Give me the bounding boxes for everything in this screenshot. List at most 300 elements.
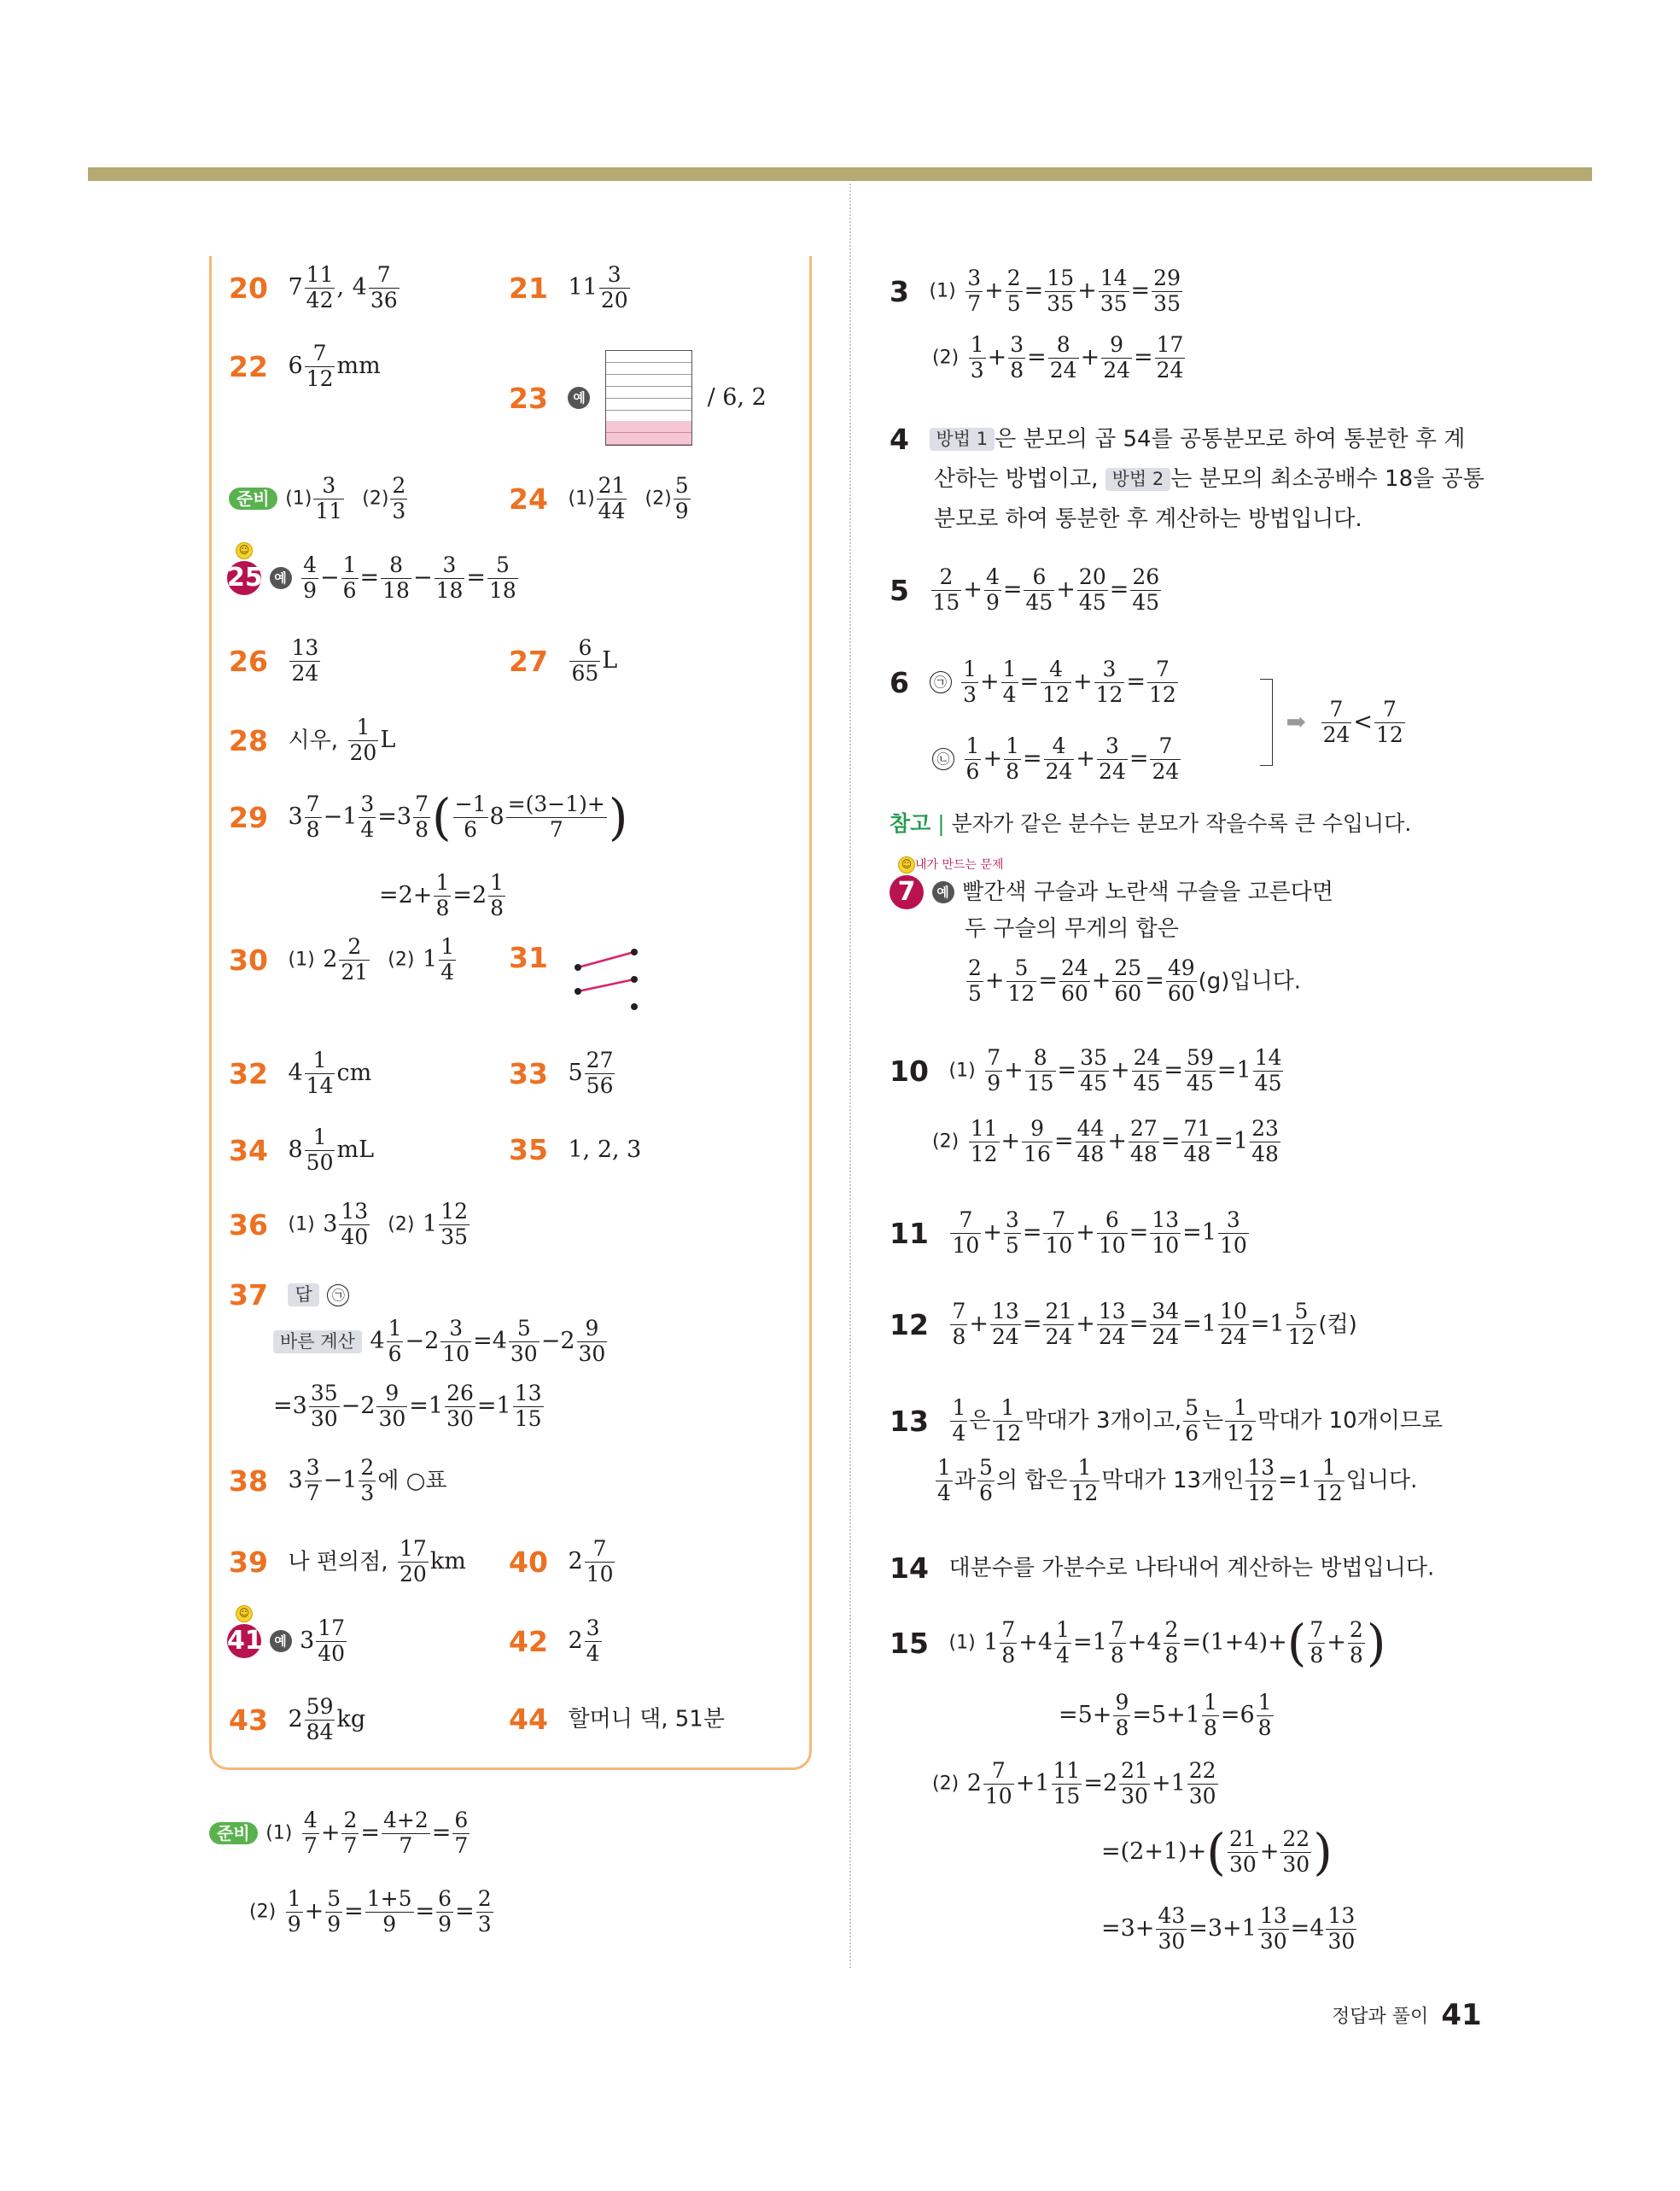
fraction	[1041, 657, 1071, 708]
answer-text: 시우,	[288, 727, 338, 754]
numerator: 27	[586, 1048, 614, 1072]
right-paren: )	[608, 788, 628, 847]
answer-29-line-2	[379, 871, 507, 921]
fraction	[1155, 333, 1186, 383]
left-paren: (	[432, 788, 452, 847]
numerator: −1	[454, 792, 487, 816]
numerator: 26	[1132, 564, 1160, 589]
reference-note	[890, 813, 1411, 834]
answer-10-part-2	[932, 1117, 1282, 1167]
expression	[965, 955, 1199, 1006]
denominator: 15	[1026, 1070, 1054, 1096]
right-arrow-icon: ➡	[1286, 708, 1307, 736]
denominator: 65	[571, 660, 599, 686]
numerator: 1	[342, 552, 357, 577]
denominator: 30	[310, 1405, 338, 1431]
denominator: 24	[1098, 1323, 1126, 1349]
footer-label: 정답과 풀이	[1332, 2006, 1429, 2028]
fraction	[961, 657, 978, 708]
answer-22	[229, 342, 381, 392]
item-number: 20	[229, 271, 268, 305]
operator: +	[1072, 669, 1093, 696]
dot	[631, 949, 638, 955]
denominator: 3	[970, 357, 984, 383]
denominator: 4	[937, 1480, 951, 1505]
fraction	[1253, 1046, 1284, 1096]
operator: =	[1129, 745, 1149, 773]
unit: mm	[336, 353, 381, 380]
denominator: 7	[967, 290, 982, 316]
expression-line-1	[288, 788, 628, 847]
denominator: 4	[586, 1640, 600, 1666]
answer-35	[509, 1133, 642, 1167]
denominator: 9	[303, 577, 317, 603]
part-label: (2)	[249, 1901, 277, 1923]
whole-number: =6	[1220, 1702, 1255, 1729]
denominator: 14	[306, 1072, 334, 1098]
denominator: 9	[985, 589, 1000, 615]
numerator: 13	[291, 635, 319, 660]
answer-43	[229, 1695, 365, 1745]
part-label: (2)	[645, 488, 672, 510]
denominator: 10	[442, 1341, 470, 1366]
denominator: 12	[1149, 681, 1176, 707]
numerator: 2	[392, 473, 406, 498]
denominator: 45	[1187, 1070, 1214, 1096]
numerator: 13	[1098, 1299, 1126, 1323]
item-number: 35	[509, 1133, 548, 1167]
expression	[948, 1207, 1250, 1258]
whole-number: =1	[409, 1393, 444, 1420]
item-number: 31	[509, 941, 548, 974]
fraction	[325, 1887, 342, 1937]
denominator: 8	[1310, 1642, 1324, 1668]
numerator: 2	[343, 1808, 358, 1832]
numerator: 1	[1070, 1456, 1100, 1481]
fraction	[365, 1887, 414, 1937]
denominator: 12	[1287, 1323, 1315, 1349]
operator: +	[983, 1219, 1002, 1247]
fraction	[1077, 565, 1108, 616]
numerator: 13	[514, 1381, 542, 1405]
note-separator: |	[937, 811, 945, 836]
fraction	[289, 636, 320, 687]
fraction	[487, 553, 518, 604]
fraction	[369, 263, 400, 313]
operator: =	[415, 1898, 435, 1925]
operator: +	[1000, 1128, 1021, 1155]
numerator: 7	[369, 263, 400, 289]
numerator: 24	[1133, 1045, 1161, 1070]
operator: 8	[489, 803, 505, 831]
denominator: 30	[1188, 1783, 1216, 1808]
numerator: 29	[1153, 266, 1181, 290]
numerator: 1	[305, 1049, 335, 1074]
numerator: 59	[306, 1694, 334, 1719]
item-number: 28	[229, 723, 268, 757]
fraction	[1257, 1691, 1274, 1741]
whole-number: 1	[983, 1629, 999, 1656]
fraction	[513, 1382, 544, 1432]
answer-25	[227, 544, 520, 604]
part-label: (2)	[362, 488, 389, 510]
smile-icon: ☺	[236, 542, 253, 559]
whole-number: =1	[1250, 1311, 1285, 1338]
fraction	[439, 1200, 470, 1250]
denominator: 24	[1045, 758, 1073, 784]
numerator: 3	[1218, 1208, 1249, 1234]
denominator: 3	[360, 1480, 375, 1505]
whole: 8	[288, 1136, 303, 1164]
whole: 1	[423, 946, 438, 973]
fraction	[585, 1537, 615, 1587]
numerator: 2	[1164, 1617, 1179, 1642]
fraction	[984, 565, 1001, 616]
numerator: 1	[963, 657, 977, 681]
fraction	[1326, 1904, 1356, 1954]
denominator: 7	[343, 1832, 358, 1858]
fraction	[339, 935, 370, 985]
fraction	[309, 1382, 340, 1432]
operator: =	[1038, 967, 1058, 995]
whole-number: =3+1	[1188, 1915, 1257, 1943]
operator: +	[320, 1820, 341, 1847]
fraction	[1044, 734, 1075, 785]
numerator: 14	[1254, 1045, 1282, 1070]
whole-number: =1	[1182, 1219, 1216, 1247]
method-2-tag: 방법 2	[1105, 468, 1171, 491]
answer-4-line-3	[934, 505, 1362, 531]
operator: =	[1109, 576, 1129, 604]
fraction	[387, 1317, 404, 1367]
operator: =	[1145, 967, 1164, 995]
match-line	[578, 979, 634, 991]
whole-number: −2	[405, 1328, 440, 1355]
operator: =	[1022, 745, 1042, 773]
fraction	[1113, 1691, 1130, 1741]
denominator: 3	[392, 498, 406, 523]
unit: kg	[336, 1706, 366, 1733]
fraction	[1070, 1456, 1100, 1506]
operator: =3+	[1101, 1915, 1155, 1943]
expression-line-2	[967, 332, 1187, 383]
dot	[631, 1003, 638, 1010]
expression-line-2	[284, 1886, 495, 1937]
denominator: 15	[932, 589, 960, 615]
numerator: 7	[1150, 734, 1181, 760]
denominator: 84	[306, 1719, 334, 1744]
denominator: 8	[1010, 357, 1024, 383]
expression-line-5	[1101, 1903, 1358, 1954]
numerator: 9	[1022, 1117, 1053, 1142]
note-label: 참고	[890, 811, 931, 836]
item-number: 11	[890, 1216, 929, 1250]
fraction	[1250, 1117, 1280, 1167]
denominator: 35	[1153, 290, 1181, 316]
fraction	[341, 1808, 359, 1859]
fraction	[1097, 1208, 1128, 1259]
numerator: 6	[1097, 1208, 1128, 1234]
fraction	[1245, 1456, 1276, 1506]
numerator: 34	[1152, 1299, 1180, 1323]
denominator: 30	[446, 1405, 474, 1431]
numerator: 9	[577, 1317, 608, 1342]
answer-40	[509, 1537, 616, 1587]
operator: −	[412, 564, 433, 592]
example-mark: 예	[270, 1630, 292, 1652]
denominator: 9	[438, 1911, 452, 1937]
numerator: 3	[435, 553, 465, 579]
answer-13-line-2	[934, 1456, 1417, 1506]
denominator: 10	[1152, 1232, 1180, 1258]
operator: +	[984, 967, 1005, 995]
item-number: 6	[890, 665, 909, 699]
denominator: 5	[1006, 290, 1021, 316]
denominator: 42	[306, 287, 334, 313]
denominator: 24	[1152, 1323, 1180, 1349]
denominator: 12	[970, 1141, 998, 1166]
operator: +	[987, 344, 1007, 371]
numerator: 71	[1183, 1116, 1211, 1141]
denominator: 10	[984, 1783, 1012, 1808]
fraction	[1181, 1117, 1212, 1167]
smile-icon: ☺	[898, 856, 915, 873]
numerator: 17	[1156, 332, 1184, 357]
numerator: 22	[1282, 1826, 1310, 1851]
denominator: 45	[1025, 589, 1053, 615]
answer-text: 할머니 댁, 51분	[568, 1706, 725, 1732]
item-number: 25	[227, 563, 263, 593]
right-paren: )	[1366, 1614, 1386, 1673]
answer-4	[890, 423, 1466, 456]
expression-line-1	[983, 1045, 1285, 1096]
part-label: (1)	[948, 1060, 976, 1082]
fraction	[359, 792, 376, 843]
numerator: 24	[1060, 955, 1088, 980]
numerator: 7	[1321, 698, 1352, 723]
fraction	[969, 333, 986, 383]
operator: =	[344, 1898, 364, 1925]
numerator: 11	[306, 262, 334, 287]
text: 의 합은	[995, 1468, 1068, 1494]
denominator: 60	[1060, 980, 1088, 1006]
item-number: 13	[890, 1404, 929, 1438]
fraction	[1164, 1618, 1181, 1668]
numerator: 9	[376, 1382, 407, 1407]
fraction-bar-diagram	[605, 350, 692, 446]
denominator: 6	[342, 577, 357, 603]
answer-13	[890, 1396, 1443, 1446]
answer-7-expression	[965, 956, 1301, 1007]
fraction	[1225, 1396, 1256, 1446]
fraction	[1022, 1117, 1053, 1167]
left-paren: (	[1206, 1823, 1226, 1882]
whole-number: =1	[1216, 1057, 1251, 1084]
whole-number: −1	[323, 803, 358, 831]
numerator: 1	[1056, 1617, 1070, 1642]
numerator: 27	[1130, 1116, 1158, 1141]
item-number: 27	[509, 644, 548, 678]
expression	[930, 564, 1164, 615]
fraction	[1218, 1300, 1249, 1350]
fraction	[381, 553, 411, 604]
numerator: 7	[305, 342, 335, 367]
answer-12	[890, 1300, 1357, 1350]
denominator: 24	[1156, 357, 1184, 383]
answer-6-line-2	[932, 734, 1182, 785]
item-number: 12	[890, 1307, 929, 1341]
expression-line-1	[300, 1808, 471, 1858]
part-label: (1)	[265, 1822, 293, 1844]
denominator: 20	[349, 739, 377, 765]
numerator: 2	[477, 1886, 492, 1911]
creative-problem-label: 내가 만드는 문제	[915, 858, 1004, 872]
answer-37-correction	[273, 1317, 609, 1367]
denominator: 24	[1099, 758, 1126, 784]
fraction	[1008, 333, 1025, 383]
fraction	[1218, 1208, 1249, 1259]
fraction	[1045, 266, 1076, 317]
whole-number: =1	[1214, 1128, 1249, 1155]
fraction	[286, 1887, 303, 1937]
fraction	[950, 1300, 967, 1350]
denominator: 8	[415, 816, 429, 842]
numerator: 5	[487, 553, 518, 579]
item-number: 44	[509, 1703, 548, 1736]
denominator: 35	[1047, 290, 1075, 316]
fraction	[390, 474, 407, 524]
answer-15-line-2	[1059, 1691, 1275, 1741]
denominator: 6	[1185, 1420, 1199, 1446]
numerator: 6	[454, 1808, 469, 1832]
expression-line-3	[966, 1758, 1220, 1808]
denominator: 7	[549, 816, 563, 842]
numerator: 35	[310, 1381, 338, 1405]
fraction	[305, 263, 335, 313]
denominator: 30	[1228, 1851, 1257, 1877]
numerator: 6	[569, 636, 600, 662]
whole: 4	[352, 274, 367, 301]
denominator: 8	[1257, 1715, 1272, 1740]
label-nieun: ㉡	[932, 748, 954, 770]
whole-number: =2	[1083, 1770, 1118, 1797]
answer-37	[229, 1278, 349, 1312]
fraction	[1059, 956, 1090, 1007]
item-number: 4	[890, 423, 909, 456]
answer-11	[890, 1208, 1251, 1259]
item-number: 36	[229, 1207, 268, 1242]
expression-line-2	[379, 870, 507, 920]
expression-line-2	[273, 1381, 545, 1431]
fraction	[1228, 1827, 1258, 1878]
answer-36	[229, 1200, 471, 1250]
fraction	[476, 1887, 493, 1937]
expression	[948, 1299, 1318, 1349]
numerator: 17	[400, 1536, 427, 1561]
answer-text: 1, 2, 3	[568, 1136, 642, 1163]
fraction	[1094, 657, 1125, 708]
denominator: 8	[952, 1323, 966, 1349]
numerator: 5	[327, 1886, 341, 1911]
part-label: (1)	[288, 949, 315, 971]
answer-30	[229, 935, 458, 985]
smile-icon: ☺	[236, 1605, 253, 1622]
denominator: 11	[315, 498, 343, 523]
creative-item-number	[227, 544, 263, 595]
operator: =	[360, 1820, 380, 1847]
operator: +	[969, 1311, 989, 1338]
denominator: 4	[1056, 1642, 1070, 1668]
left-paren: (	[1286, 1614, 1307, 1673]
fraction	[1150, 734, 1181, 785]
numerator: 7	[1043, 1208, 1074, 1234]
fraction	[1112, 956, 1143, 1007]
operator: =	[1129, 1219, 1149, 1247]
fraction	[585, 1049, 615, 1099]
operator: =	[1134, 344, 1153, 371]
fraction	[1109, 1618, 1126, 1668]
numerator: 3	[1005, 1207, 1019, 1232]
operator: =	[1126, 669, 1146, 696]
expression-line-2	[963, 733, 1183, 784]
text: 막대가 10개이므로	[1257, 1408, 1444, 1434]
part-label: (2)	[932, 347, 960, 369]
denominator: 12	[1315, 1480, 1343, 1505]
expression	[300, 552, 520, 603]
numerator: 3	[360, 792, 375, 816]
denominator: 6	[965, 758, 980, 784]
fraction	[305, 1695, 335, 1745]
right-paren: )	[1313, 1823, 1333, 1882]
fraction	[1006, 266, 1023, 317]
fraction	[1147, 657, 1178, 708]
denominator: 20	[400, 1561, 427, 1586]
fraction	[977, 1456, 995, 1506]
numerator: 7	[987, 1045, 1001, 1070]
fraction	[1321, 698, 1352, 748]
fraction	[1374, 698, 1405, 748]
numerator: 11	[970, 1116, 998, 1141]
numerator: 1	[1203, 1690, 1217, 1715]
answer-20	[229, 263, 401, 313]
fraction	[1185, 1046, 1216, 1096]
item-number: 38	[229, 1464, 268, 1498]
denominator: 30	[1259, 1928, 1287, 1954]
answer-28	[229, 716, 395, 766]
numerator: 13	[1152, 1207, 1180, 1232]
denominator: 18	[382, 577, 410, 603]
item-number: 23	[509, 381, 548, 415]
part-label: (1)	[929, 280, 956, 302]
choice-mark: ㉠	[327, 1284, 349, 1306]
numerator: 9	[1115, 1690, 1129, 1715]
denominator: 12	[1227, 1420, 1254, 1446]
numerator: 1	[348, 716, 379, 741]
fraction	[966, 956, 983, 1007]
fraction	[1097, 1300, 1128, 1350]
prep-answer-2	[209, 1808, 471, 1859]
fraction	[969, 1117, 1000, 1167]
numerator: 6	[438, 1886, 452, 1911]
denominator: 60	[1114, 980, 1142, 1006]
whole-number: 3	[288, 803, 303, 831]
creative-item-number	[890, 858, 924, 909]
operator: =5+	[1059, 1702, 1112, 1729]
denominator: 10	[1098, 1232, 1126, 1258]
whole: 1	[423, 1211, 438, 1238]
denominator: 8	[435, 895, 450, 920]
numerator: 5	[674, 473, 689, 498]
